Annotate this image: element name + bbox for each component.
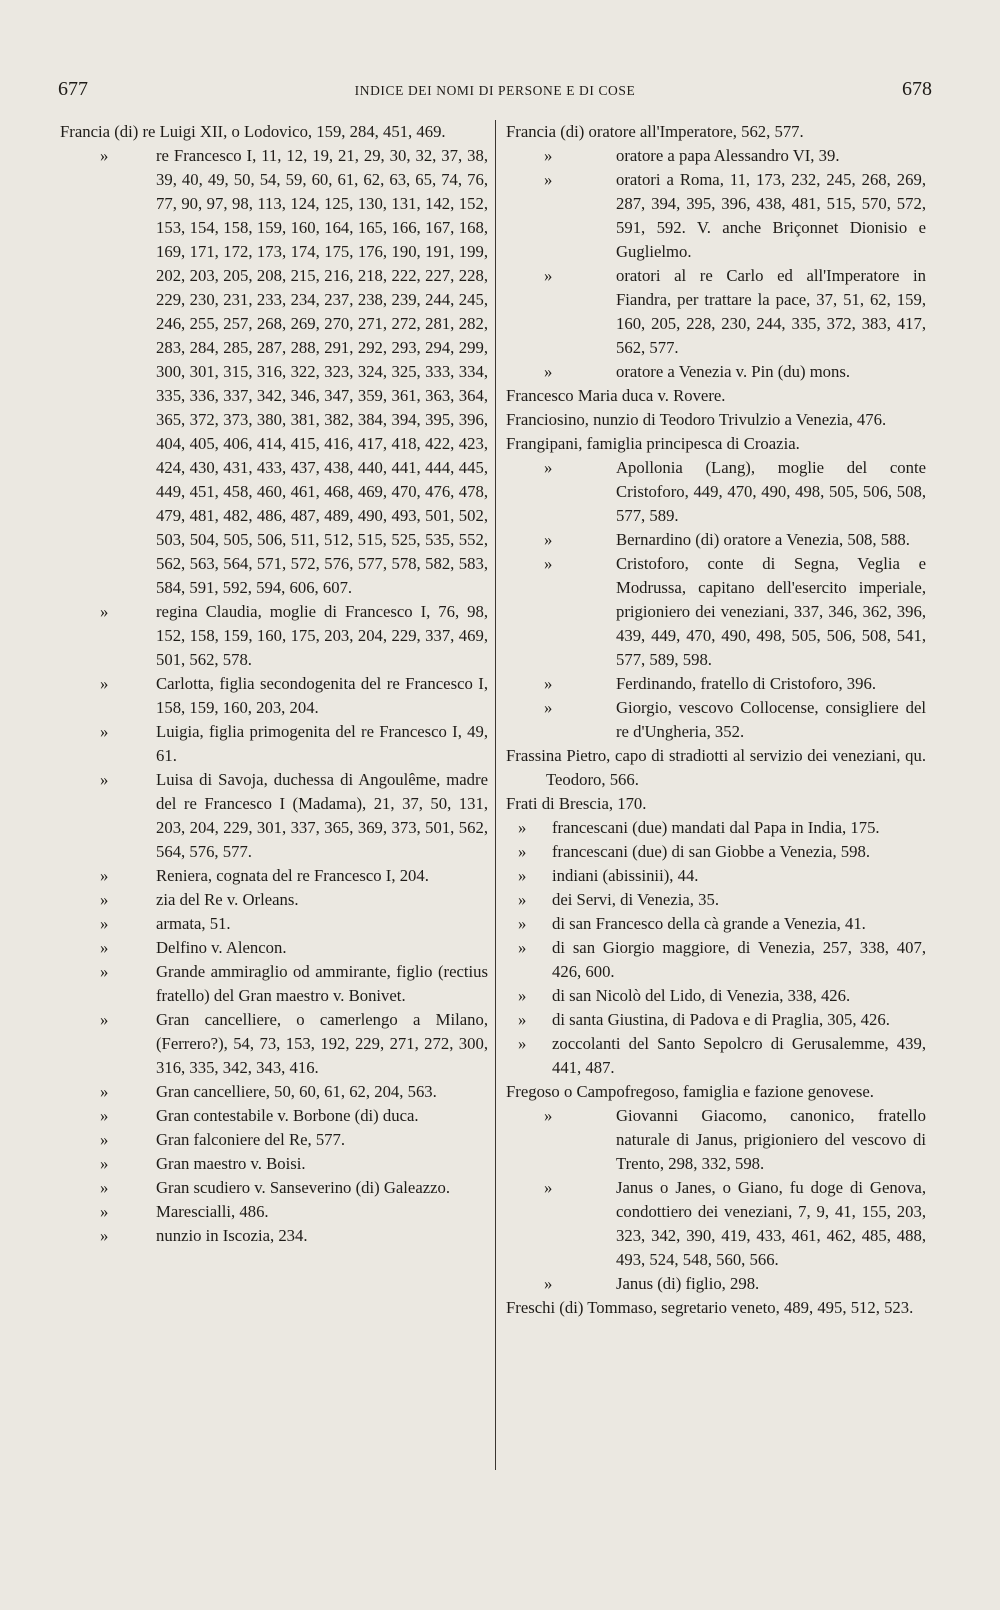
index-entry [506,1272,926,1296]
index-entry [506,696,926,744]
ditto-mark: » [544,146,553,165]
entry-text: di santa Giustina, di Padova e di Praglia, 305, 426. [552,1010,890,1029]
column-divider [495,120,496,1470]
index-entry [506,1176,926,1272]
ditto-mark: » [544,554,553,573]
entry-text: Carlotta, figlia secondogenita del re Francesco I, 158, 159, 160, 203, 204. [156,674,488,717]
index-entry [506,912,926,936]
index-entry [60,960,488,1008]
page-number-right: 678 [902,78,932,100]
entry-text: francescani (due) di san Giobbe a Venezia, 598. [552,842,871,861]
index-entry [60,1104,488,1128]
page-header [58,78,932,108]
entry-text: Delfino v. Alencon. [156,938,287,957]
ditto-mark: » [544,674,553,693]
entry-text: Grande ammiraglio od ammirante, figlio (rectius fratello) del Gran maestro v. Bonivet. [156,962,488,1005]
index-entry [506,144,926,168]
index-entry [506,360,926,384]
index-entry [506,456,926,528]
index-entry: Frassina Pietro, capo di stradiotti al servizio dei veneziani, qu. Teodoro, 566. [506,746,926,789]
entry-text: Gran contestabile v. Borbone (di) duca. [156,1106,419,1125]
ditto-mark: » [100,962,109,981]
ditto-mark: » [518,1010,527,1029]
index-entry: Francia (di) re Luigi XII, o Lodovico, 159, 284, 451, 469. [60,122,446,141]
entry-text: nunzio in Iscozia, 234. [156,1226,308,1245]
ditto-mark: » [100,1010,109,1029]
index-entry [60,672,488,720]
index-entry [60,1200,488,1224]
entry-text: Gran cancelliere, 50, 60, 61, 62, 204, 563. [156,1082,437,1101]
ditto-mark: » [100,722,109,741]
index-entry [60,936,488,960]
ditto-mark: » [100,1130,109,1149]
ditto-mark: » [518,890,527,909]
ditto-mark: » [518,938,527,957]
ditto-mark: » [100,1178,109,1197]
ditto-mark: » [100,602,109,621]
entry-text: oratori a Roma, 11, 173, 232, 245, 268, 269, 287, 394, 395, 396, 438, 481, 515, 570, 572, 591, 592. V. anche Briçonnet Dionisio e Guglielmo. [616,170,926,261]
index-entry [60,600,488,672]
index-entry: Freschi (di) Tommaso, segretario veneto, 489, 495, 512, 523. [506,1298,914,1317]
ditto-mark: » [100,1154,109,1173]
index-entry [506,168,926,264]
index-entry [506,672,926,696]
entry-text: indiani (abissinii), 44. [552,866,699,885]
entry-text: zoccolanti del Santo Sepolcro di Gerusalemme, 439, 441, 487. [552,1034,926,1077]
index-entry [506,864,926,888]
index-entry [60,912,488,936]
ditto-mark: » [544,362,553,381]
index-entry [506,264,926,360]
index-entry [506,888,926,912]
index-entry [60,1152,488,1176]
index-entry [60,1128,488,1152]
entry-text: Gran cancelliere, o camerlengo a Milano, (Ferrero?), 54, 73, 153, 192, 229, 271, 272, 300, 316, 335, 342, 343, 416. [156,1010,488,1077]
entry-text: re Francesco I, 11, 12, 19, 21, 29, 30, 32, 37, 38, 39, 40, 49, 50, 54, 59, 60, 61, 62, 63, 65, 74, 76, 77, 90, 97, 98, 113, 124, 125, 130, 131, 142, 152, 153, 154, 158, 159, 160, 164, 165, 166, 167, 168, 169, 171, 172, 173, 174, 175, 176, 190, 191, 199, 202, 203, 205, 208, 215, 216, 218, 222, 227, 228, 229, 230, 231, 233, 234, 237, 238, 239, 244, 245, 246, 255, 257, 268, 269, 270, 271, 272, 281, 282, 283, 284, 285, 287, 288, 291, 292, 293, 294, 299, 300, 301, 315, 316, 322, 323, 324, 325, 333, 334, 335, 336, 337, 342, 346, 347, 359, 361, 363, 364, 365, 372, 373, 380, 381, 382, 384, 394, 395, 396, 404, 405, 406, 414, 415, 416, 417, 418, 422, 423, 424, 430, 431, 433, 437, 438, 440, 441, 444, 445, 449, 451, 458, 460, 461, 468, 469, 470, 476, 478, 479, 481, 482, 486, 487, 489, 490, 493, 501, 502, 503, 504, 505, 506, 511, 512, 515, 525, 535, 552, 562, 563, 564, 571, 572, 576, 577, 578, 582, 583, 584, 591, 592, 594, 606, 607. [156,146,488,597]
index-entry [506,1104,926,1176]
entry-text: Luigia, figlia primogenita del re Francesco I, 49, 61. [156,722,488,765]
ditto-mark: » [544,266,553,285]
ditto-mark: » [544,1106,553,1125]
index-entry: Francesco Maria duca v. Rovere. [506,386,726,405]
index-entry [506,816,926,840]
index-entry [60,1224,488,1248]
ditto-mark: » [544,1274,553,1293]
entry-text: dei Servi, di Venezia, 35. [552,890,719,909]
ditto-mark: » [544,458,553,477]
ditto-mark: » [518,914,527,933]
index-entry [60,1008,488,1080]
entry-text: Bernardino (di) oratore a Venezia, 508, 588. [616,530,910,549]
ditto-mark: » [518,866,527,885]
entry-text: Gran scudiero v. Sanseverino (di) Galeazzo. [156,1178,451,1197]
entry-text: Giovanni Giacomo, canonico, fratello naturale di Janus, prigioniero del vescovo di Trento, 298, 332, 598. [616,1106,926,1173]
entry-text: Gran falconiere del Re, 577. [156,1130,346,1149]
index-entry [60,144,488,600]
entry-text: di san Nicolò del Lido, di Venezia, 338, 426. [552,986,851,1005]
entry-text: oratore a Venezia v. Pin (du) mons. [616,362,851,381]
left-column [60,120,488,1248]
index-entry: Frangipani, famiglia principesca di Croazia. [506,434,800,453]
ditto-mark: » [100,938,109,957]
entry-text: zia del Re v. Orleans. [156,890,299,909]
ditto-mark: » [100,1082,109,1101]
ditto-mark: » [100,914,109,933]
ditto-mark: » [100,1226,109,1245]
index-entry [60,720,488,768]
running-title: INDICE DEI NOMI DI PERSONE E DI COSE [354,83,636,98]
entry-text: di san Giorgio maggiore, di Venezia, 257, 338, 407, 426, 600. [552,938,926,981]
index-entry: Franciosino, nunzio di Teodoro Trivulzio a Venezia, 476. [506,410,887,429]
index-entry: Francia (di) oratore all'Imperatore, 562, 577. [506,122,804,141]
ditto-mark: » [100,866,109,885]
index-entry [60,1176,488,1200]
index-entry [506,528,926,552]
entry-text: regina Claudia, moglie di Francesco I, 76, 98, 152, 158, 159, 160, 175, 203, 204, 229, 337, 469, 501, 562, 578. [156,602,488,669]
index-entry [506,936,926,984]
index-entry [60,888,488,912]
entry-text: di san Francesco della cà grande a Venezia, 41. [552,914,866,933]
entry-text: Cristoforo, conte di Segna, Veglia e Modrussa, capitano dell'esercito imperiale, prigioniero dei veneziani, 337, 346, 362, 396, 439, 449, 470, 490, 498, 505, 506, 508, 541, 577, 589, 598. [616,554,926,669]
right-column [506,120,926,1320]
ditto-mark: » [100,770,109,789]
ditto-mark: » [100,1106,109,1125]
page-number-left: 677 [58,78,88,100]
entry-text: Ferdinando, fratello di Cristoforo, 396. [616,674,877,693]
ditto-mark: » [544,170,553,189]
index-entry [506,840,926,864]
index-entry [506,1008,926,1032]
entry-text: Luisa di Savoja, duchessa di Angoulême, madre del re Francesco I (Madama), 21, 37, 50, 131, 203, 204, 229, 301, 337, 365, 369, 373, 501, 562, 564, 576, 577. [156,770,488,861]
ditto-mark: » [100,674,109,693]
entry-text: armata, 51. [156,914,231,933]
entry-text: francescani (due) mandati dal Papa in India, 175. [552,818,880,837]
ditto-mark: » [544,698,553,717]
ditto-mark: » [100,1202,109,1221]
entry-text: Giorgio, vescovo Collocense, consigliere del re d'Ungheria, 352. [616,698,926,741]
index-entry [60,768,488,864]
entry-text: Marescialli, 486. [156,1202,269,1221]
index-entry [60,1080,488,1104]
entry-text: Apollonia (Lang), moglie del conte Cristoforo, 449, 470, 490, 498, 505, 506, 508, 577, 589. [616,458,926,525]
ditto-mark: » [518,842,527,861]
ditto-mark: » [100,146,109,165]
index-entry: Frati di Brescia, 170. [506,794,647,813]
entry-text: Gran maestro v. Boisi. [156,1154,306,1173]
index-entry [506,1032,926,1080]
entry-text: oratori al re Carlo ed all'Imperatore in Fiandra, per trattare la pace, 37, 51, 62, 159, 160, 205, 228, 230, 244, 335, 372, 383, 417, 562, 577. [616,266,926,357]
ditto-mark: » [100,890,109,909]
entry-text: Janus (di) figlio, 298. [616,1274,760,1293]
entry-text: Janus o Janes, o Giano, fu doge di Genova, condottiero dei veneziani, 7, 9, 41, 155, 203, 323, 342, 390, 419, 433, 461, 462, 485, 488, 493, 524, 548, 560, 566. [616,1178,926,1269]
ditto-mark: » [518,818,527,837]
index-entry: Fregoso o Campofregoso, famiglia e fazione genovese. [506,1082,874,1101]
index-entry [60,864,488,888]
ditto-mark: » [544,1178,553,1197]
entry-text: Reniera, cognata del re Francesco I, 204. [156,866,429,885]
index-entry [506,984,926,1008]
ditto-mark: » [544,530,553,549]
entry-text: oratore a papa Alessandro VI, 39. [616,146,840,165]
ditto-mark: » [518,986,527,1005]
index-entry [506,552,926,672]
ditto-mark: » [518,1034,527,1053]
